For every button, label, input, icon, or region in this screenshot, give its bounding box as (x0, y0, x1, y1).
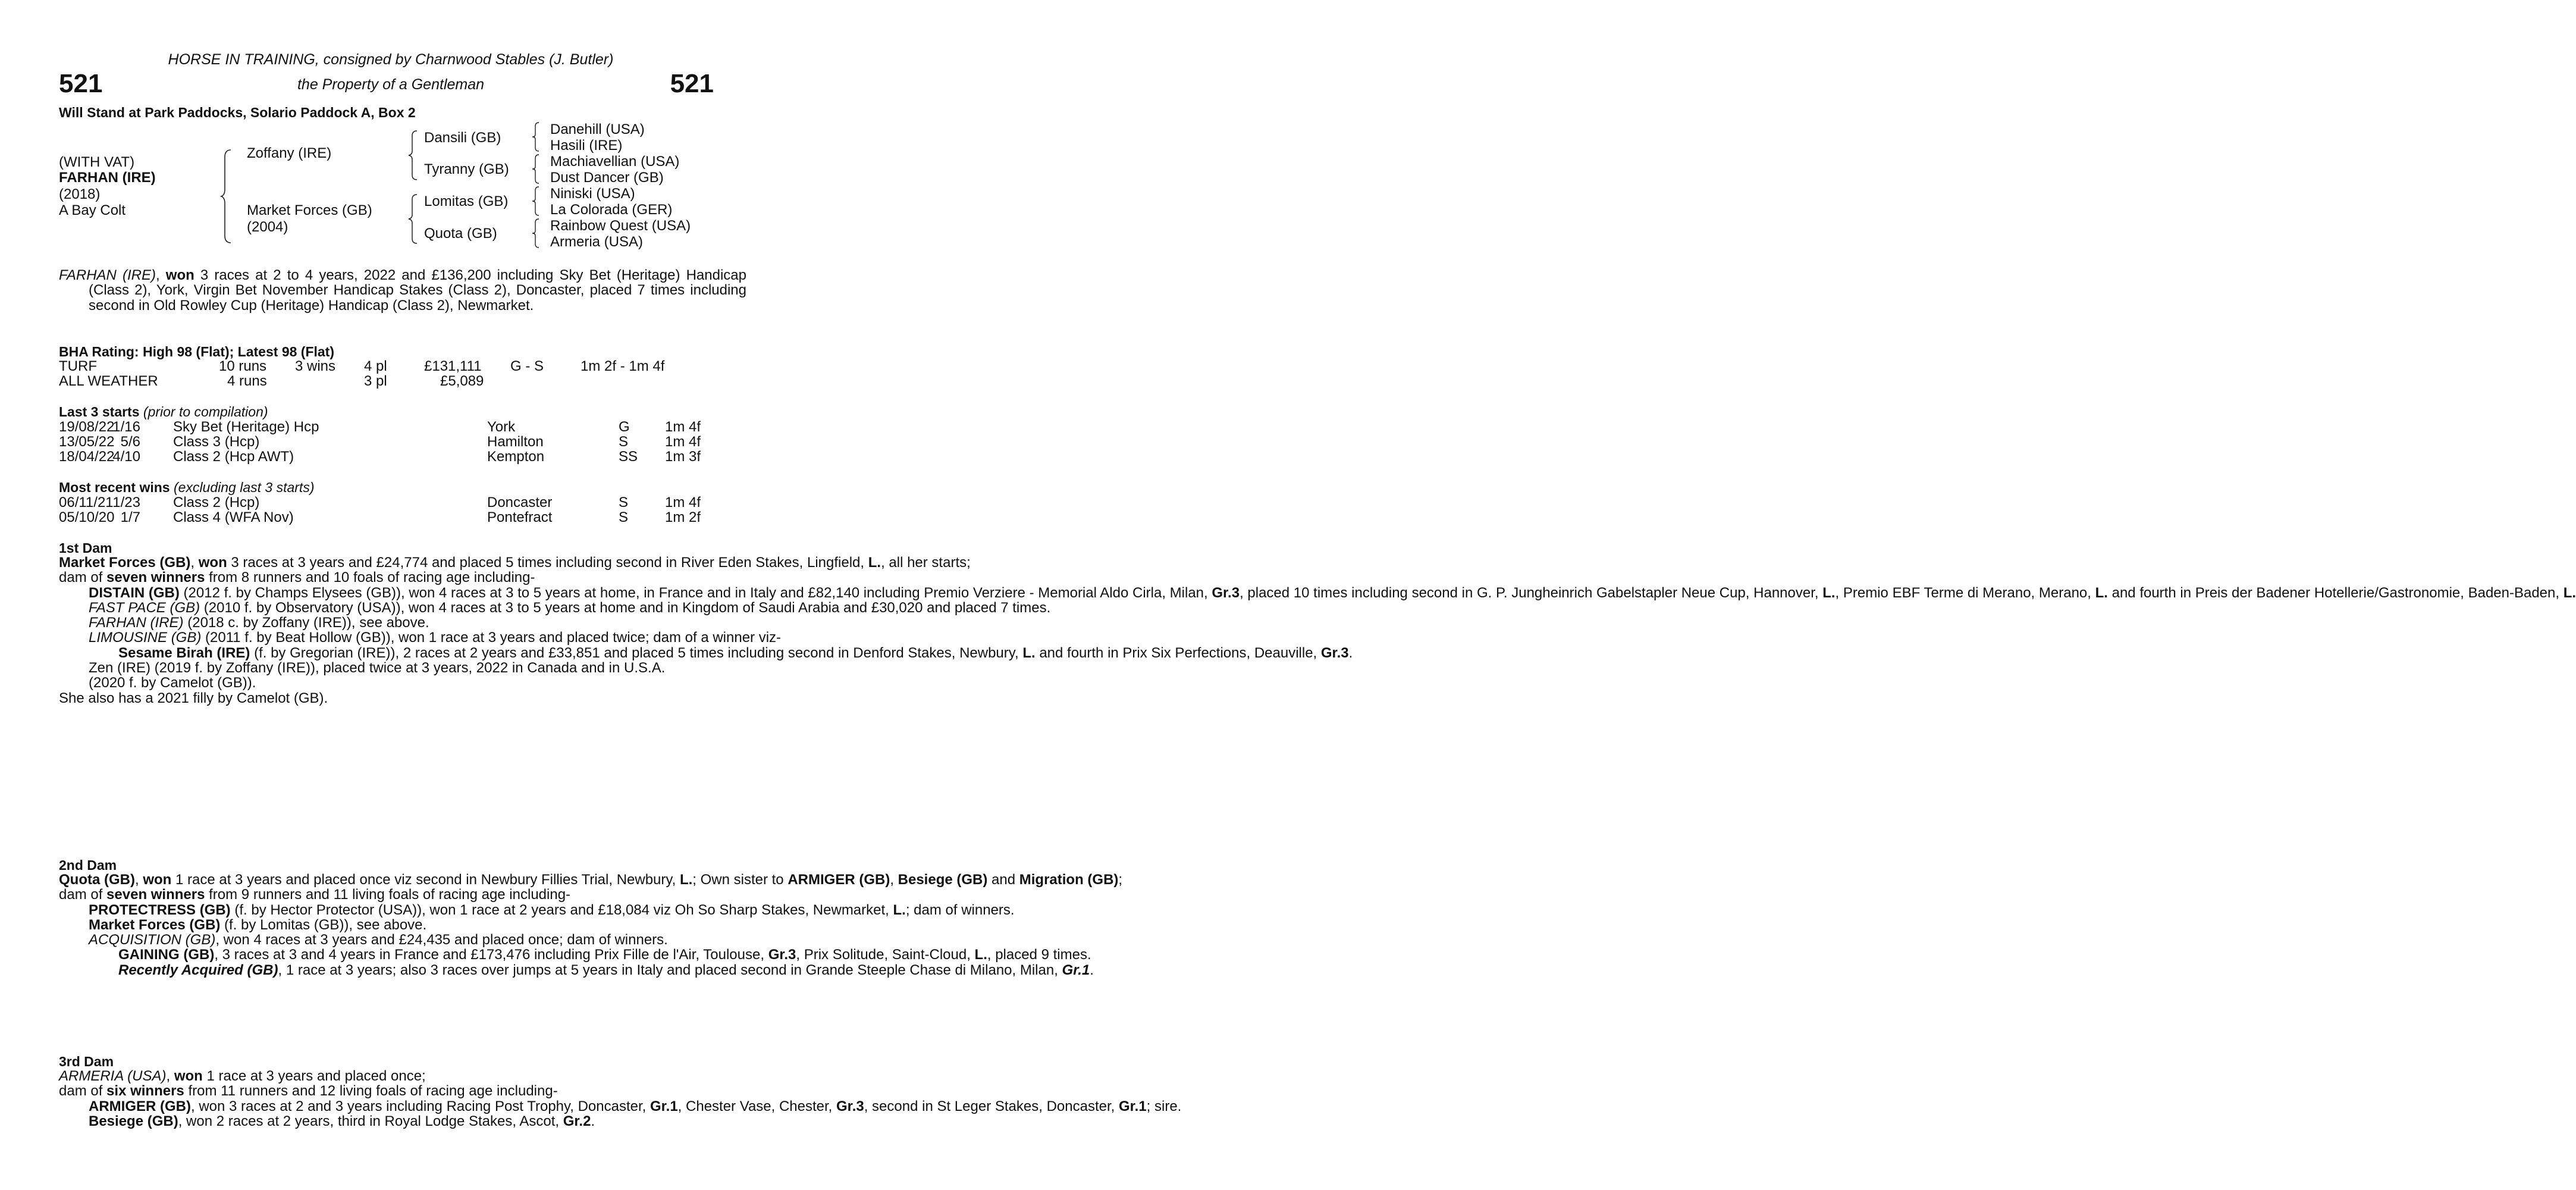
group-mark: Gr.1 (1062, 962, 1090, 978)
produce-text: ; dam of winners. (905, 901, 1015, 918)
gg-armeria: Armeria (USA) (550, 234, 644, 250)
start-race: Class 3 (Hcp) (173, 434, 260, 450)
produce-name: ACQUISITION (GB) (89, 932, 216, 948)
horse-year: (2018) (59, 186, 101, 202)
start-row (59, 419, 737, 434)
produce-name: FARHAN (IRE) (89, 615, 184, 631)
produce-fast-pace (59, 599, 1051, 616)
gg-danehill: Danehill (USA) (550, 121, 645, 137)
start-course: Hamilton (487, 434, 544, 450)
gg-brace-4 (531, 218, 541, 249)
third-dam-name: ARMERIA (USA) (59, 1068, 167, 1084)
dam: Market Forces (GB) (247, 202, 372, 218)
win-race: Class 2 (Hcp) (173, 494, 260, 511)
produce-text: (2011 f. by Beat Hollow (GB)), won 1 race at 3 years and placed twice; dam of a winner viz- (201, 630, 782, 646)
first-dam-text: 3 races at 3 years and £24,774 and placed 5 times including second in River Eden Stakes, Lingfield, (227, 555, 868, 571)
produce-text: She also has a 2021 filly by Camelot (GB). (59, 690, 328, 706)
produce-name: Sesame Birah (IRE) (118, 644, 250, 661)
start-course: Kempton (487, 449, 545, 465)
first-dam-won: won (198, 555, 227, 571)
win-row (59, 494, 737, 510)
start-course: York (487, 419, 516, 435)
first-dam-text: , all her starts; (881, 555, 971, 571)
produce-name: FAST PACE (GB) (89, 599, 200, 616)
listed-mark: L. (2095, 584, 2108, 601)
group-mark: Gr.3 (1212, 584, 1240, 601)
produce-armiger (59, 1098, 1182, 1114)
start-going: SS (619, 449, 638, 465)
sibling-name: Migration (GB) (1019, 872, 1119, 888)
lot-number-right: 521 (670, 69, 714, 98)
win-date: 05/10/20 (59, 509, 115, 525)
listed-mark: L. (974, 947, 987, 963)
listed-mark: L. (868, 555, 881, 571)
produce-text: , won 3 races at 2 and 3 years including Racing Post Trophy, Doncaster, (190, 1098, 650, 1114)
gg-brace-1 (531, 121, 541, 152)
sire-sire: Dansili (GB) (424, 130, 501, 146)
produce-text: , placed 10 times including second in G. P. Jungheinrich Gabelstapler Neue Cup, Hannover, (1240, 584, 1823, 601)
last-starts-note: (prior to compilation) (143, 404, 268, 419)
win-row (59, 509, 737, 525)
produce-name: LIMOUSINE (GB) (89, 630, 202, 646)
second-dam-heading: 2nd Dam (59, 857, 117, 873)
third-dam-block: ARMERIA (USA), won 1 race at 3 years and placed once; dam of six winners from 11 runners and 12 living foals of racing age including- ARMIGER (GB), won 3 races at 2 and 3 years including Racing Post Trophy, Doncaster, Gr.1, Chester Vase, Chester, Gr.3, second in St Leger Stakes, Doncaster, Gr.1; sire. Besiege (GB), won 2 races at 2 years, third in Royal Lodge Stakes, Ascot, Gr.2. (59, 1068, 1182, 1129)
dam-of-label: dam of (59, 887, 107, 903)
produce-text: ; sire. (1146, 1098, 1182, 1114)
start-date: 13/05/22 (59, 434, 115, 450)
rating-placed: 4 pl (364, 358, 387, 374)
win-position: 1/7 (120, 509, 140, 525)
rating-row (59, 358, 737, 374)
produce-text: and fourth in Prix Six Perfections, Deauville, (1035, 644, 1321, 661)
produce-text: , 1 race at 3 years; also 3 races over jumps at 5 years in Italy and placed second in Grande Steeple Chase di Milano, Milan, (278, 962, 1062, 978)
stand-location: Will Stand at Park Paddocks, Solario Paddock A, Box 2 (59, 105, 416, 120)
second-dam-text: ; Own sister to (692, 872, 788, 888)
gg-machiavellian: Machiavellian (USA) (550, 154, 680, 170)
start-row (59, 449, 737, 464)
dam-brace (407, 193, 419, 245)
produce-distain (59, 584, 2576, 601)
gg-rainbow-quest: Rainbow Quest (USA) (550, 218, 691, 234)
recent-wins-heading-line (59, 480, 314, 496)
first-dam-name: Market Forces (GB) (59, 555, 191, 571)
produce-text: Zen (IRE) (2019 f. by Zoffany (IRE)), placed twice at 3 years, 2022 in Canada and in U.S.A. (89, 660, 666, 677)
winners-count: seven winners (106, 887, 205, 903)
listed-mark: L. (1022, 644, 1036, 661)
produce-text: (f. by Lomitas (GB)), see above. (220, 916, 427, 933)
horse-description: A Bay Colt (59, 202, 126, 218)
produce-protectress (59, 901, 1015, 918)
produce-name: Recently Acquired (GB) (118, 962, 278, 978)
second-dam-won: won (143, 872, 172, 888)
gg-hasili: Hasili (IRE) (550, 137, 623, 154)
consignment-line: HORSE IN TRAINING, consigned by Charnwood Stables (J. Butler) (168, 51, 614, 68)
racing-summary: FARHAN (IRE), won 3 races at 2 to 4 years, 2022 and £136,200 including Sky Bet (Heritage) Handicap (Class 2), York, Virgin Bet November Handicap Stakes (Class 2), Doncaster, placed 7 times including second in Old Rowley Cup (Heritage) Handicap (Class 2), Newmarket. (59, 267, 746, 314)
first-dam-block: Market Forces (GB), won 3 races at 3 years and £24,774 and placed 5 times including second in River Eden Stakes, Lingfield, L., all her starts; dam of seven winners from 8 runners and 10 foals of racing age including- DISTAIN (GB) (2012 f. by Champs Elysees (GB)), won 4 races at 3 to 5 years at home, in France and in Italy and £82,140 including Premio Verziere - Memorial Aldo Cirla, Milan, Gr.3, placed 10 times including second in G. P. Jungheinrich Gabelstapler Neue Cup, Hannover, L., Premio EBF Terme di Merano, Merano, L. and fourth in Preis der Badener Hotellerie/Gastronomie, Baden-Baden, L. FAST PACE (GB) (2010 f. by Observatory (USA)), won 4 races at 3 to 5 years at home and in Kingdom of Saudi Arabia and £30,020 and placed 7 times. FARHAN (IRE) (2018 c. by Zoffany (IRE)), see above. LIMOUSINE (GB) (2011 f. by Beat Hollow (GB)), won 1 race at 3 years and placed twice; dam of a winner viz- Sesame Birah (IRE) (f. by Gregorian (IRE)), 2 races at 2 years and £33,851 and placed 5 times including second in Denford Stakes, Newbury, L. and fourth in Prix Six Perfections, Deauville, Gr.3. Zen (IRE) (2019 f. by Zoffany (IRE)), placed twice at 3 years, 2022 in Canada and in U.S.A. (2020 f. by Camelot (GB)). She also has a 2021 filly by Camelot (GB). (59, 555, 2576, 706)
produce-recently-acquired: Recently Acquired (GB), 1 race at 3 years; also 3 races over jumps at 5 years in Italy and placed second in Grande Steeple Chase di Milano, Milan, Gr.1. (118, 962, 1094, 978)
gg-niniski: Niniski (USA) (550, 186, 635, 202)
start-going: G (619, 419, 630, 435)
property-line: the Property of a Gentleman (297, 76, 485, 93)
recent-wins-heading: Most recent wins (59, 480, 170, 495)
listed-mark: L. (893, 901, 906, 918)
group-mark: Gr.3 (768, 947, 796, 963)
rating-going: G - S (510, 358, 544, 374)
produce-name: GAINING (GB) (118, 947, 215, 963)
start-race: Class 2 (Hcp AWT) (173, 449, 294, 465)
gg-brace-3 (531, 186, 541, 217)
dam-sire: Lomitas (GB) (424, 193, 509, 209)
sibling-name: Besiege (GB) (898, 872, 988, 888)
second-dam-text: 1 race at 3 years and placed once viz second in Newbury Fillies Trial, Newbury, (171, 872, 680, 888)
produce-text: (f. by Gregorian (IRE)), 2 races at 2 years and £33,851 and placed 5 times including second in Denford Stakes, Newbury, (250, 644, 1023, 661)
start-position: 1/16 (112, 419, 140, 435)
produce-name: ARMIGER (GB) (89, 1098, 191, 1114)
pedigree-brace-main (220, 149, 234, 244)
dam-dam: Quota (GB) (424, 226, 497, 242)
listed-mark: L. (2563, 584, 2576, 601)
group-mark: Gr.1 (650, 1098, 678, 1114)
sire-dam: Tyranny (GB) (424, 161, 509, 177)
summary-text: 3 races at 2 to 4 years, 2022 and £136,200 including Sky Bet (Heritage) Handicap (Class 2), York, Virgin Bet November Handicap Stakes (Class 2), Doncaster, placed 7 times including second in Old Rowley Cup (Heritage) Handicap (Class 2), Newmarket. (89, 267, 746, 314)
produce-market-forces (59, 917, 717, 932)
gg-la-colorada: La Colorada (GER) (550, 202, 673, 218)
produce-sesame-birah: Sesame Birah (IRE) (f. by Gregorian (IRE)), 2 races at 2 years and £33,851 and placed 5 times including second in Denford Stakes, Newbury, L. and fourth in Prix Six Perfections, Deauville, Gr.3. (118, 644, 1353, 661)
produce-name: PROTECTRESS (GB) (89, 901, 231, 918)
summary-horse-name: FARHAN (IRE) (59, 267, 156, 283)
produce-text: (2018 c. by Zoffany (IRE)), see above. (183, 615, 429, 631)
produce-text: and fourth in Preis der Badener Hotellerie/Gastronomie, Baden-Baden, (2107, 584, 2564, 601)
win-position: 1/23 (112, 494, 140, 511)
start-going: S (619, 434, 629, 450)
separator: ; (1118, 872, 1123, 888)
win-distance: 1m 2f (665, 509, 701, 525)
produce-name: Market Forces (GB) (89, 916, 221, 933)
win-going: S (619, 509, 629, 525)
start-distance: 1m 4f (665, 434, 701, 450)
group-mark: Gr.3 (1320, 644, 1349, 661)
produce-text: , Prix Solitude, Saint-Cloud, (796, 947, 975, 963)
horse-name: FARHAN (IRE) (59, 170, 156, 186)
listed-mark: L. (679, 872, 693, 888)
produce-2020 (59, 675, 717, 690)
third-dam-won: won (174, 1068, 203, 1084)
third-dam-text: 1 race at 3 years and placed once; (202, 1068, 426, 1084)
separator: and (987, 872, 1019, 888)
start-position: 4/10 (112, 449, 140, 465)
win-race: Class 4 (WFA Nov) (173, 509, 294, 525)
group-mark: Gr.1 (1118, 1098, 1147, 1114)
rating-placed: 3 pl (364, 373, 387, 389)
produce-text: , placed 9 times. (987, 947, 1091, 963)
produce-limousine (59, 630, 782, 646)
win-course: Doncaster (487, 494, 553, 511)
rating-heading: BHA Rating: High 98 (Flat); Latest 98 (Flat) (59, 344, 334, 359)
produce-text: , won 4 races at 3 years and £24,435 and placed once; dam of winners. (215, 932, 668, 948)
last-starts-heading: Last 3 starts (59, 404, 140, 419)
rating-distance: 1m 2f - 1m 4f (581, 358, 665, 374)
produce-name: DISTAIN (GB) (89, 584, 180, 601)
start-position: 5/6 (120, 434, 140, 450)
produce-text: (2020 f. by Camelot (GB)). (89, 675, 256, 691)
dam-of-label: dam of (59, 569, 107, 586)
start-date: 18/04/22 (59, 449, 115, 465)
second-dam-block: Quota (GB), won 1 race at 3 years and placed once viz second in Newbury Fillies Trial, Newbury, L.; Own sister to ARMIGER (GB), Besiege (GB) and Migration (GB); dam of seven winners from 9 runners and 11 living foals of racing age including- PROTECTRESS (GB) (f. by Hector Protector (USA)), won 1 race at 2 years and £18,084 viz Oh So Sharp Stakes, Newmarket, L.; dam of winners. Market Forces (GB) (f. by Lomitas (GB)), see above. ACQUISITION (GB), won 4 races at 3 years and £24,435 and placed once; dam of winners. GAINING (GB), 3 races at 3 and 4 years in France and £173,476 including Prix Fille de l'Air, Toulouse, Gr.3, Prix Solitude, Saint-Cloud, L., placed 9 times. Recently Acquired (GB), 1 race at 3 years; also 3 races over jumps at 5 years in Italy and placed second in Grande Steeple Chase di Milano, Milan, Gr.1. (59, 872, 1123, 978)
second-dam-name: Quota (GB) (59, 872, 135, 888)
rating-earnings: £5,089 (440, 373, 484, 389)
win-date: 06/11/21 (59, 494, 114, 511)
produce-text: , 3 races at 3 and 4 years in France and £173,476 including Prix Fille de l'Air, Toulouse, (214, 947, 768, 963)
group-mark: Gr.2 (563, 1113, 591, 1129)
vat-note: (WITH VAT) (59, 154, 135, 170)
produce-text: , won 2 races at 2 years, third in Royal Lodge Stakes, Ascot, (178, 1113, 563, 1129)
start-distance: 1m 3f (665, 449, 701, 465)
group-mark: Gr.3 (836, 1098, 864, 1114)
start-race: Sky Bet (Heritage) Hcp (173, 419, 319, 435)
produce-acquisition (59, 932, 717, 947)
last-starts-heading-line (59, 404, 268, 420)
first-dam-heading: 1st Dam (59, 540, 112, 556)
rating-earnings: £131,111 (424, 358, 482, 374)
produce-text: , Premio EBF Terme di Merano, Merano, (1835, 584, 2095, 601)
start-row (59, 434, 737, 449)
rating-surface: ALL WEATHER (59, 373, 158, 389)
gg-brace-2 (531, 154, 541, 184)
winners-count: six winners (106, 1083, 184, 1100)
win-going: S (619, 494, 629, 511)
winners-count: seven winners (106, 569, 205, 586)
dam-of-label: dam of (59, 1083, 107, 1100)
produce-text: (2012 f. by Champs Elysees (GB)), won 4 races at 3 to 5 years at home, in France and in Italy and £82,140 including Premio Verziere - Memorial Aldo Cirla, Milan, (179, 584, 1212, 601)
produce-gaining (59, 947, 1091, 963)
win-distance: 1m 4f (665, 494, 701, 511)
gg-dust-dancer: Dust Dancer (GB) (550, 170, 664, 186)
rating-wins: 3 wins (295, 358, 336, 374)
produce-text: (2010 f. by Observatory (USA)), won 4 races at 3 to 5 years at home and in Kingdom of Saudi Arabia and £30,020 and placed 7 times. (200, 599, 1051, 616)
produce-summary: from 11 runners and 12 living foals of racing age including- (184, 1083, 558, 1100)
start-date: 19/08/22 (59, 419, 115, 435)
third-dam-heading: 3rd Dam (59, 1054, 114, 1069)
recent-wins-note: (excluding last 3 starts) (174, 480, 315, 495)
sire-brace (407, 130, 419, 181)
produce-text: (f. by Hector Protector (USA)), won 1 race at 2 years and £18,084 viz Oh So Sharp Stakes, Newmarket, (230, 901, 893, 918)
rating-runs: 4 runs (227, 373, 267, 389)
sibling-name: ARMIGER (GB) (787, 872, 890, 888)
rating-surface: TURF (59, 358, 97, 374)
produce-text: , second in St Leger Stakes, Doncaster, (864, 1098, 1119, 1114)
produce-name: Besiege (GB) (89, 1113, 178, 1129)
produce-besiege: Besiege (GB), won 2 races at 2 years, third in Royal Lodge Stakes, Ascot, Gr.2. (89, 1113, 595, 1129)
produce-summary: from 9 runners and 11 living foals of racing age including- (205, 887, 571, 903)
win-course: Pontefract (487, 509, 553, 525)
separator: , (890, 872, 898, 888)
produce-summary: from 8 runners and 10 foals of racing age including- (205, 569, 535, 586)
produce-2021-note (59, 691, 717, 706)
rating-runs: 10 runs (219, 358, 267, 374)
dam-year: (2004) (247, 219, 288, 235)
lot-number-left: 521 (59, 69, 103, 98)
rating-row (59, 373, 737, 389)
summary-won: won (165, 267, 194, 283)
sire: Zoffany (IRE) (247, 145, 332, 161)
listed-mark: L. (1822, 584, 1835, 601)
produce-farhan (59, 615, 717, 630)
start-distance: 1m 4f (665, 419, 701, 435)
produce-zen (59, 660, 717, 675)
produce-text: , Chester Vase, Chester, (677, 1098, 837, 1114)
